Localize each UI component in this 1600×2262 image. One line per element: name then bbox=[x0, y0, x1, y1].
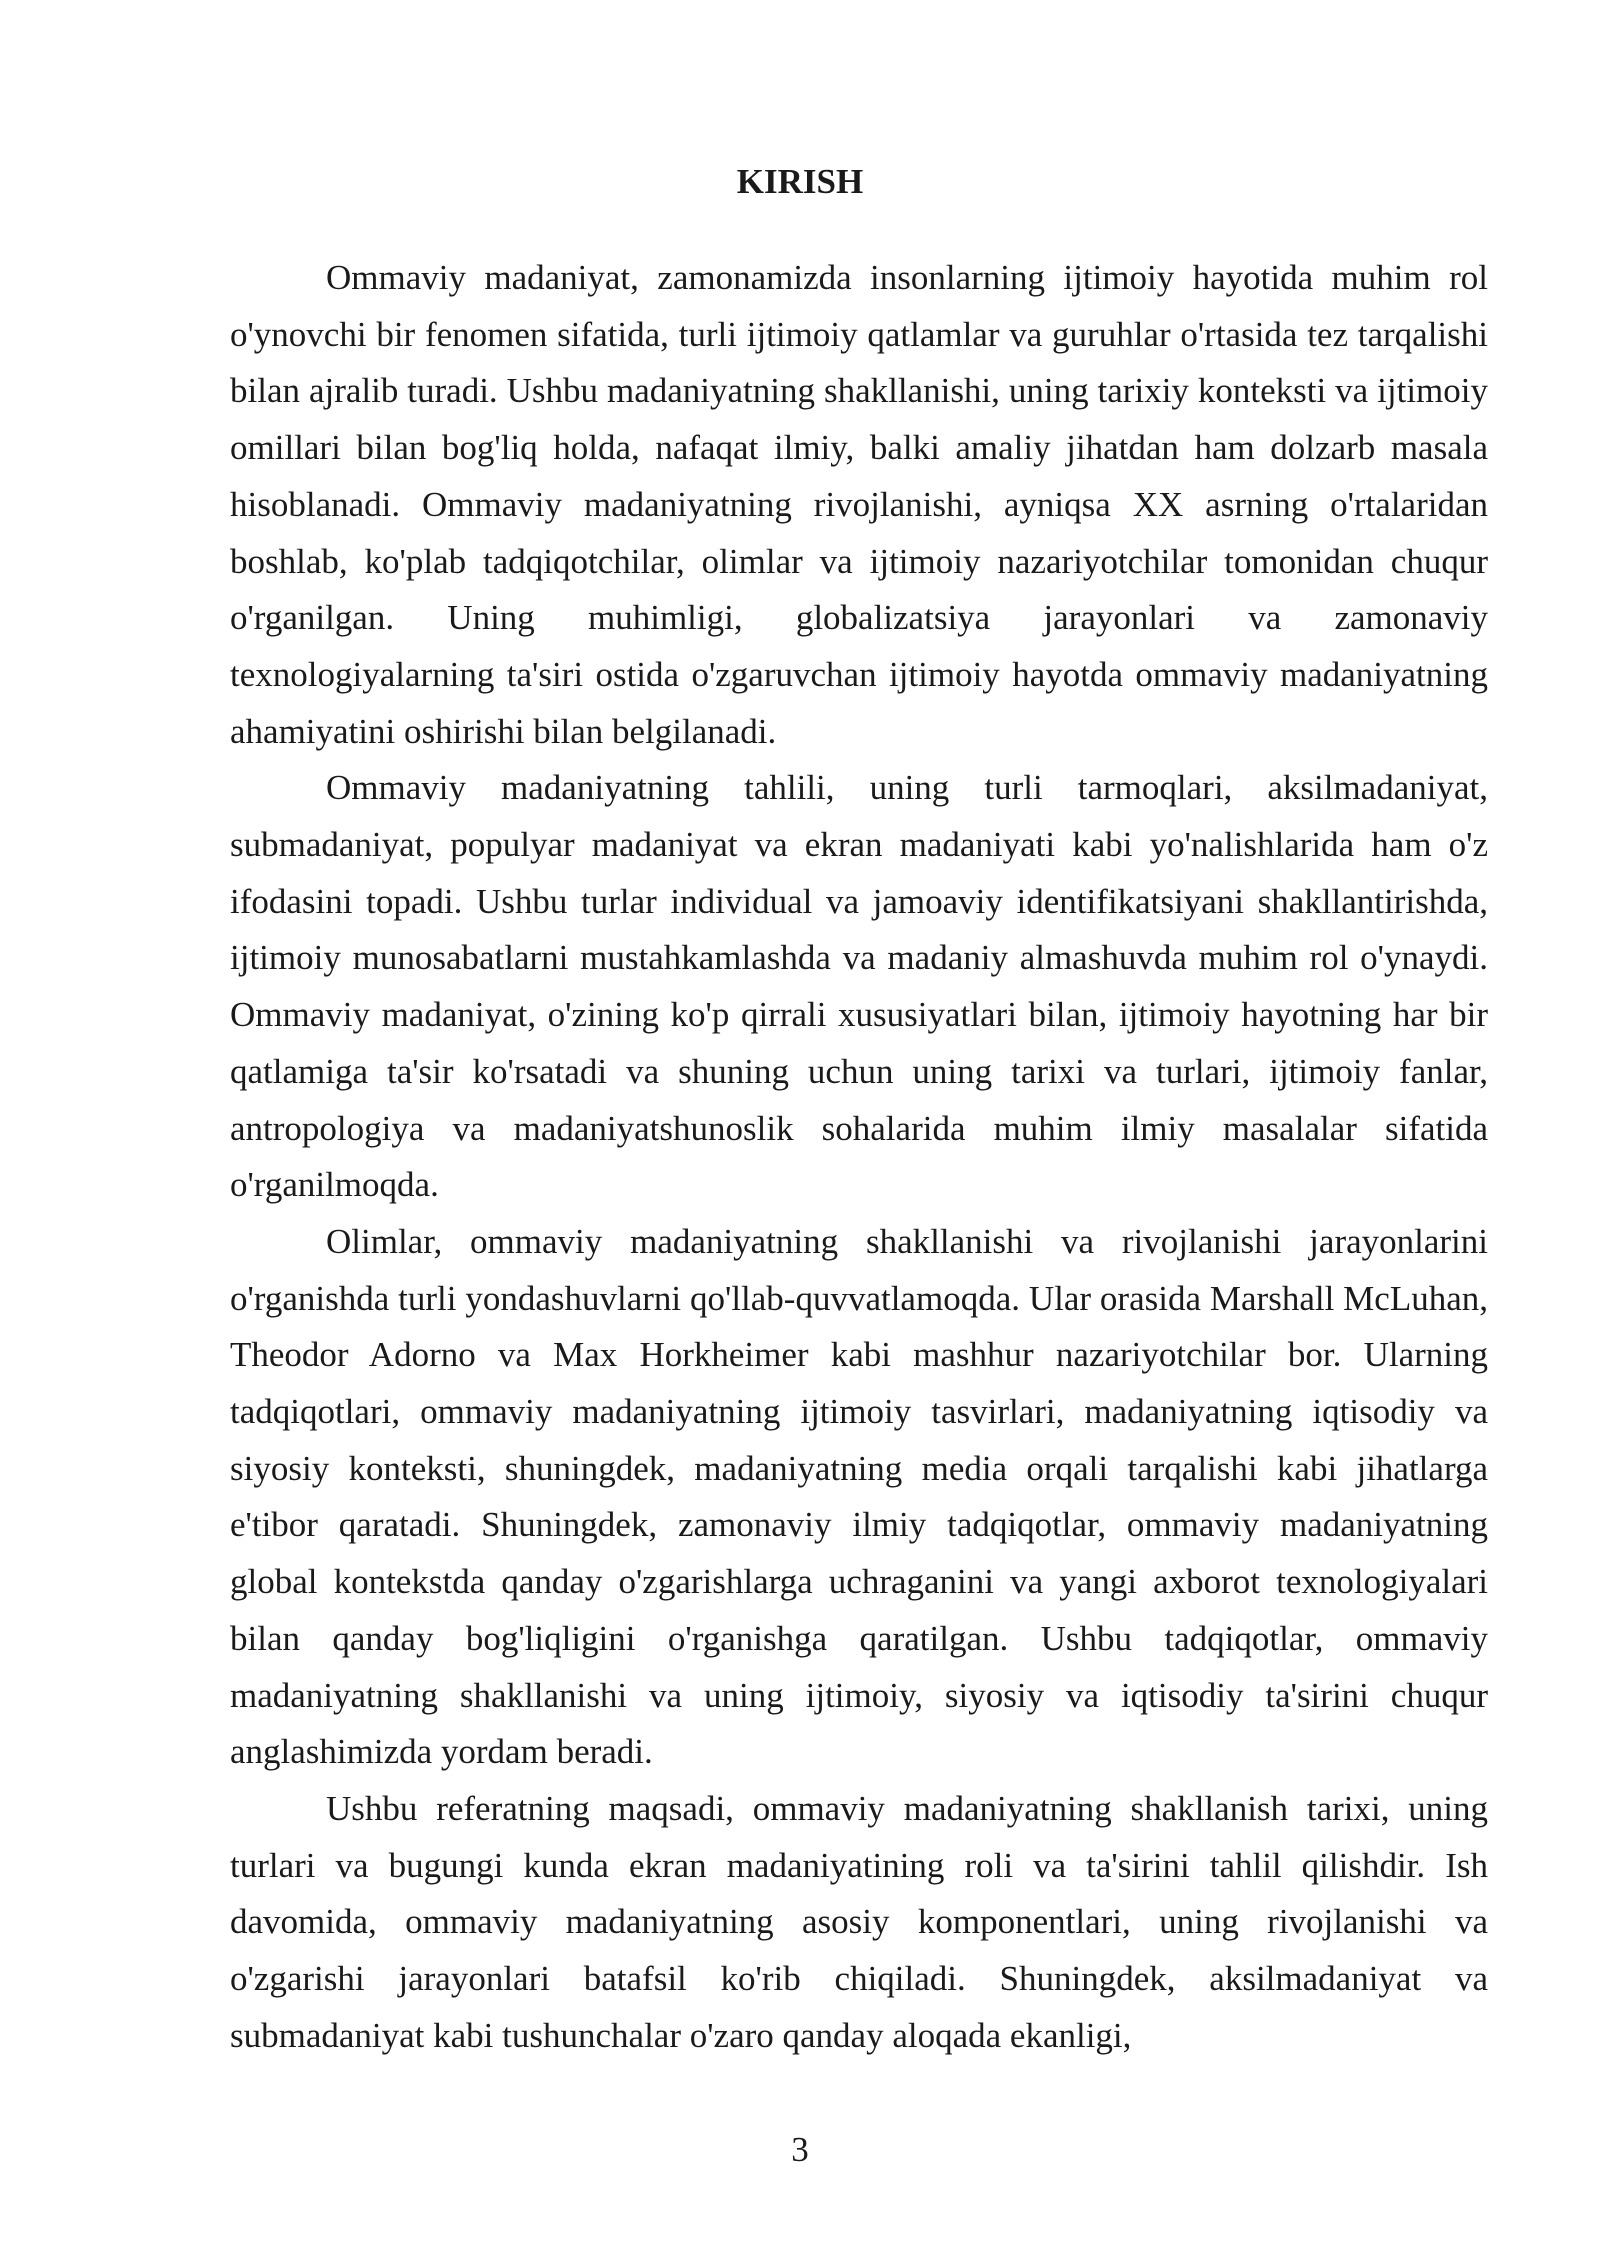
paragraph-3: Olimlar, ommaviy madaniyatning shakllanishi va rivojlanishi jarayonlarini o'rganishda turli yondashuvlarni qo'llab-quvvatlamoqda. Ular orasida Marshall McLuhan, Theodor Adorno va Max Horkheimer kabi mashhur nazariyotchilar bor. Ularning tadqiqotlari, ommaviy madaniyatning ijtimoiy tasvirlari, madaniyatning iqtisodiy va siyosiy konteksti, shuningdek, madaniyatning media orqali tarqalishi kabi jihatlarga e'tibor qaratadi. Shuningdek, zamonaviy ilmiy tadqiqotlar, ommaviy madaniyatning global kontekstda qanday o'zgarishlarga uchraganini va yangi axborot texnologiyalari bilan qanday bog'liqligini o'rganishga qaratilgan. Ushbu tadqiqotlar, ommaviy madaniyatning shakllanishi va uning ijtimoiy, siyosiy va iqtisodiy ta'sirini chuqur anglashimizda yordam beradi. bbox=[230, 1221, 1488, 1772]
paragraph-2: Ommaviy madaniyatning tahlili, uning turli tarmoqlari, aksilmadaniyat, submadaniyat, populyar madaniyat va ekran madaniyati kabi yo'nalishlarida ham o'z ifodasini topadi. Ushbu turlar individual va jamoaviy identifikatsiyani shakllantirishda, ijtimoiy munosabatlarni mustahkamlashda va madaniy almashuvda muhim rol o'ynaydi. Ommaviy madaniyat, o'zining ko'p qirrali xususiyatlari bilan, ijtimoiy hayotning har bir qatlamiga ta'sir ko'rsatadi va shuning uchun uning tarixi va turlari, ijtimoiy fanlar, antropologiya va madaniyatshunoslik sohalarida muhim ilmiy masalalar sifatida o'rganilmoqda. bbox=[230, 768, 1488, 1205]
section-heading: KIRISH bbox=[736, 162, 864, 201]
page-number: 3 bbox=[791, 2130, 809, 2169]
body-text bbox=[230, 250, 1488, 2065]
paragraph-4: Ushbu referatning maqsadi, ommaviy madaniyatning shakllanish tarixi, uning turlari va bugungi kunda ekran madaniyatining roli va ta'sirini tahlil qilishdir. Ish davomida, ommaviy madaniyatning asosiy komponentlari, uning rivojlanishi va o'zgarishi jarayonlari batafsil ko'rib chiqiladi. Shuningdek, aksilmadaniyat va submadaniyat kabi tushunchalar o'zaro qanday aloqada ekanligi, bbox=[230, 1788, 1488, 2055]
paragraph-1: Ommaviy madaniyat, zamonamizda insonlarning ijtimoiy hayotida muhim rol o'ynovchi bir fenomen sifatida, turli ijtimoiy qatlamlar va guruhlar o'rtasida tez tarqalishi bilan ajralib turadi. Ushbu madaniyatning shakllanishi, uning tarixiy konteksti va ijtimoiy omillari bilan bog'liq holda, nafaqat ilmiy, balki amaliy jihatdan ham dolzarb masala hisoblanadi. Ommaviy madaniyatning rivojlanishi, ayniqsa XX asrning o'rtalaridan boshlab, ko'plab tadqiqotchilar, olimlar va ijtimoiy nazariyotchilar tomonidan chuqur o'rganilgan. Uning muhimligi, globalizatsiya jarayonlari va zamonaviy texnologiyalarning ta'siri ostida o'zgaruvchan ijtimoiy hayotda ommaviy madaniyatning ahamiyatini oshirishi bilan belgilanadi. bbox=[230, 258, 1488, 751]
